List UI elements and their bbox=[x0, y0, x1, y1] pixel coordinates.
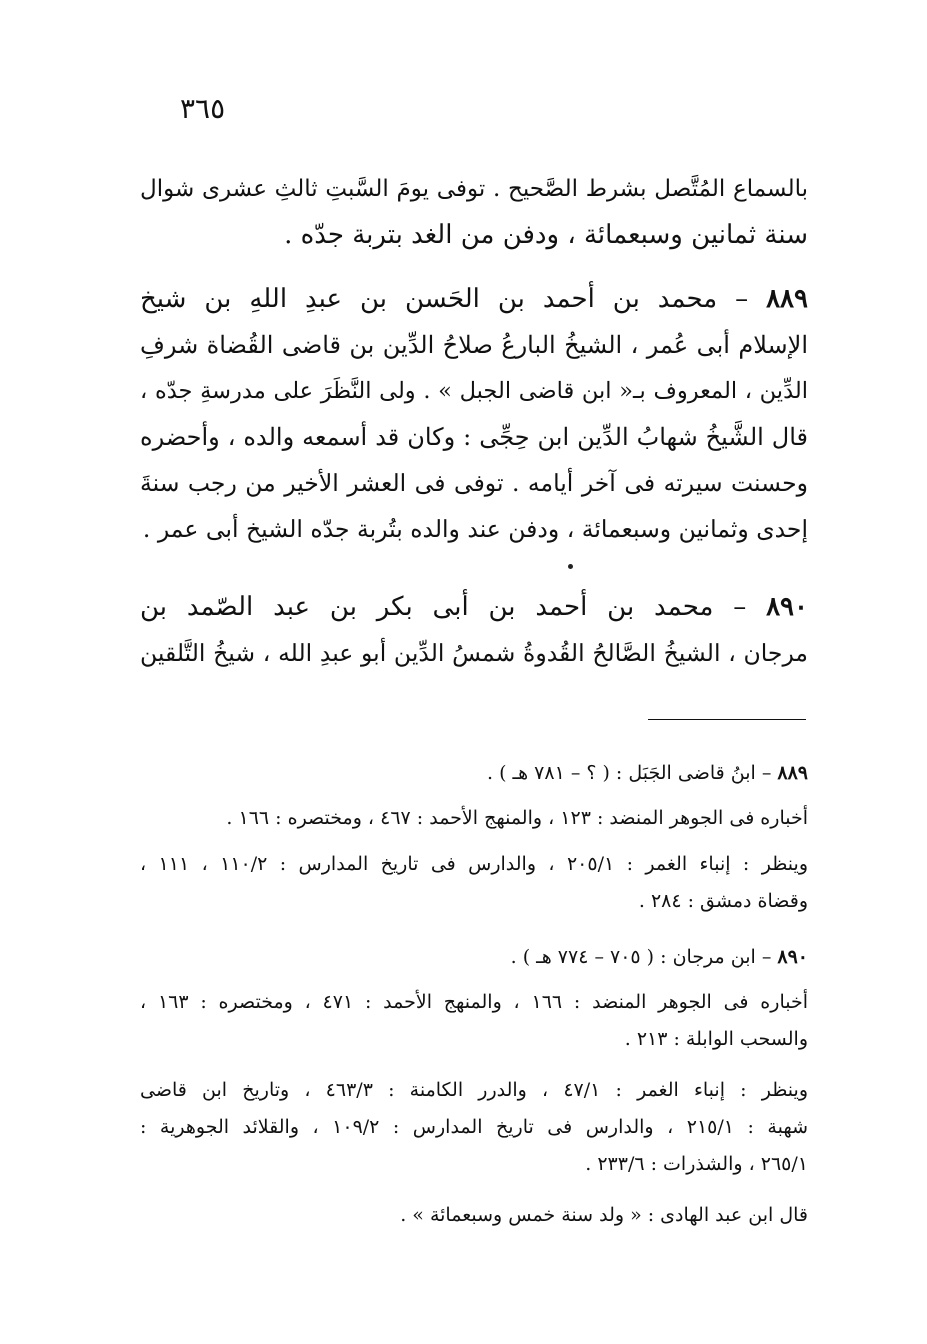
footnote-heading-text: – ابنُ قاضى الجَبَل : ( ؟ – ٧٨١ هـ ) . bbox=[486, 762, 778, 784]
footnote-line: والسحب الوابلة : ٢١٣ . bbox=[624, 1028, 808, 1050]
entry-heading-text: – محمد بن أحمد بن الحَسن بن عبدِ اللهِ بن شيخ bbox=[140, 284, 767, 314]
footnote-889-heading bbox=[140, 755, 808, 792]
footnote-890-references bbox=[140, 1072, 808, 1183]
ink-dot bbox=[568, 564, 573, 569]
text-line: بالسماع المُتَّصل بشرط الصَّحيح . توفى يومَ السَّبتِ ثالثِ عشرى شوال bbox=[140, 176, 808, 202]
footnote-line: أخباره فى الجوهر المنضد : ١٦٦ ، والمنهج الأحمد : ٤٧١ ، ومختصره : ١٦٣ ، bbox=[140, 991, 808, 1013]
footnote-line: قال ابن عبد الهادى : « ولد سنة خمس وسبعمائة » . bbox=[400, 1204, 808, 1226]
entry-heading-text: – محمد بن أحمد بن أبى بكر بن عبد الصّمد بن bbox=[140, 592, 767, 622]
footnote-line: وقضاة دمشق : ٢٨٤ . bbox=[638, 890, 808, 912]
page-number: ٣٦٥ bbox=[180, 92, 226, 125]
text-line: الدِّين ، المعروف بـ« ابن قاضى الجبل » . ولى النَّظَرَ على مدرسةِ جدّه ، bbox=[140, 378, 808, 404]
entry-889 bbox=[140, 276, 808, 552]
text-line: قال الشَّيخُ شهابُ الدِّين ابن حِجِّى : وكان قد أسمعه والده ، وأحضره bbox=[140, 423, 808, 451]
footnote-line: وينظر : إنباء الغمر : ٤٧/١ ، والدرر الكامنة : ٤٦٣/٣ ، وتاريخ ابن قاضى bbox=[140, 1079, 808, 1101]
footnote-line bbox=[140, 939, 808, 976]
text-line: الإسلام أبى عُمر ، الشيخُ البارعُ صلاحُ الدِّين بن قاضى القُضاة شرفِ bbox=[140, 331, 808, 359]
text-line: إحدى وثمانين وسبعمائة ، ودفن عند والده بتُربة جدّه الشيخ أبى عمر . bbox=[142, 515, 808, 543]
footnote-line bbox=[140, 755, 808, 792]
footnote-line: أخباره فى الجوهر المنضد : ١٢٣ ، والمنهج الأحمد : ٤٦٧ ، ومختصره : ١٦٦ . bbox=[226, 807, 808, 829]
footnote-line: وينظر : إنباء الغمر : ٢٠٥/١ ، والدارس فى تاريخ المدارس : ١١٠/٢ ، ١١١ ، bbox=[140, 853, 808, 875]
footnote-line: ٢٦٥/١ ، والشذرات : ٢٣٣/٦ . bbox=[585, 1153, 808, 1175]
paragraph-continuation bbox=[140, 166, 808, 258]
footnote-line: شهبة : ٢١٥/١ ، والدارس فى تاريخ المدارس : ١٠٩/٢ ، والقلائد الجوهرية : bbox=[140, 1116, 808, 1138]
text-line bbox=[140, 584, 808, 630]
text-line: سنة ثمانين وسبعمائة ، ودفن من الغد بتربة جدّه . bbox=[284, 220, 808, 250]
footnote-889-sources bbox=[140, 800, 808, 837]
footnote-889-references bbox=[140, 846, 808, 920]
footnote-890-heading bbox=[140, 939, 808, 976]
entry-890 bbox=[140, 584, 808, 676]
footnote-separator bbox=[648, 719, 806, 720]
entry-number: ٨٨٩ bbox=[766, 284, 808, 314]
footnote-number: ٨٩٠ bbox=[777, 946, 808, 968]
text-line: مرجان ، الشيخُ الصَّالحُ القُدوةُ شمسُ الدِّين أبو عبدِ الله ، شيخُ التَّلقين bbox=[140, 639, 808, 667]
footnote-890-quote bbox=[140, 1197, 808, 1234]
footnote-heading-text: – ابن مرجان : ( ٧٠٥ – ٧٧٤ هـ ) . bbox=[510, 946, 778, 968]
entry-number: ٨٩٠ bbox=[766, 592, 808, 622]
text-line bbox=[140, 276, 808, 322]
footnote-number: ٨٨٩ bbox=[777, 762, 808, 784]
footnote-890-sources bbox=[140, 984, 808, 1058]
text-line: وحسنت سيرته فى آخر أيامه . توفى فى العشر الأخير من رجب سنةَ bbox=[140, 469, 808, 497]
